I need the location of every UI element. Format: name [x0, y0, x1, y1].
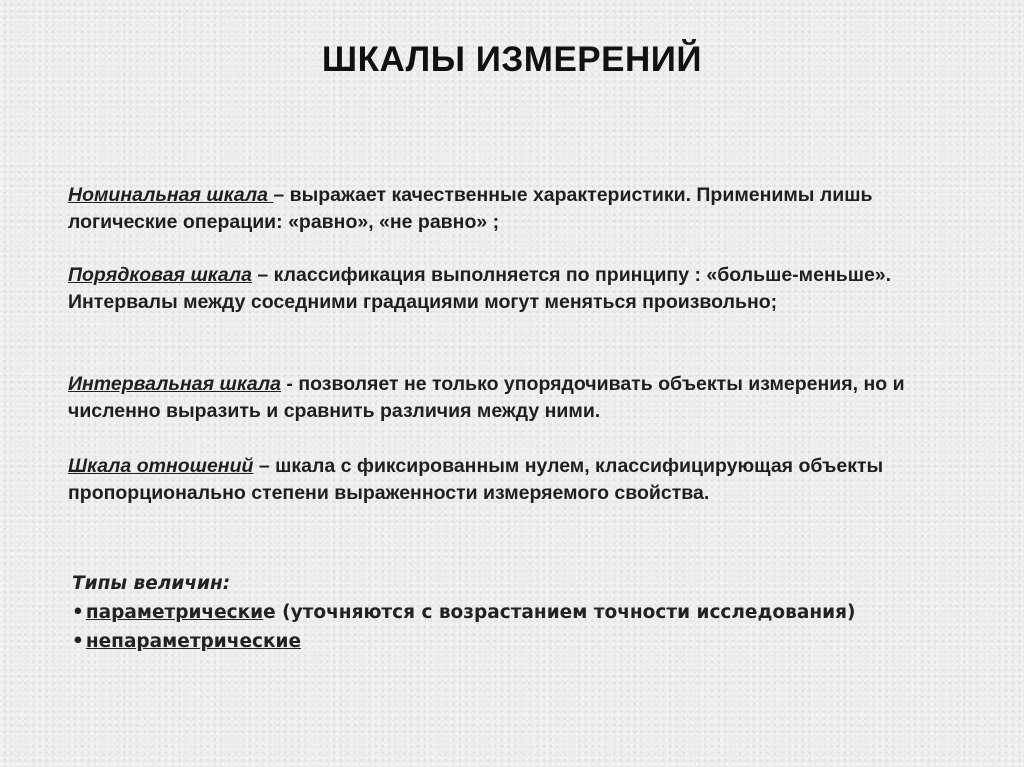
- value-type-item-nonparametric: [72, 627, 972, 656]
- ratio-scale-term: Шкала отношений: [68, 455, 254, 477]
- interval-scale-paragraph: [68, 371, 968, 425]
- interval-scale-description: позволяет не только упорядочивать объекты измерения, но и численно выразить и сравнить различия между ними.: [68, 373, 905, 422]
- value-type-item-parametric: [72, 598, 972, 627]
- nominal-scale-description: выражает качественные характеристики. Применимы лишь логические операции: «равно», «не равно» ;: [68, 184, 873, 233]
- nominal-scale-dash: –: [273, 184, 290, 206]
- interval-scale-dash: -: [281, 373, 299, 395]
- nominal-scale-paragraph: [68, 182, 968, 236]
- ordinal-scale-term: Порядковая шкала: [68, 264, 252, 286]
- ordinal-scale-dash: –: [251, 264, 274, 286]
- value-types-heading: Типы величин:: [72, 573, 231, 594]
- nominal-scale-term: Номинальная шкала: [68, 184, 274, 206]
- interval-scale-term: Интервальная шкала: [68, 373, 281, 395]
- bullet-icon: •: [72, 602, 84, 623]
- value-type-parametric-underlined: параметрически: [85, 602, 264, 623]
- slide-title: ШКАЛЫ ИЗМЕРЕНИЙ: [321, 40, 703, 79]
- value-types-section: [72, 569, 972, 656]
- ordinal-scale-paragraph: [68, 262, 968, 316]
- value-type-parametric-note: е (уточняются с возрастанием точности исследования): [263, 602, 856, 623]
- ratio-scale-description: шкала с фиксированным нулем, классифицирующая объекты пропорционально степени выраженности измеряемого свойства.: [68, 455, 884, 504]
- ordinal-scale-description: классификация выполняется по принципу : «больше-меньше». Интервалы между соседними градациями могут меняться произвольно;: [68, 264, 892, 313]
- ratio-scale-dash: –: [253, 455, 276, 477]
- value-type-nonparametric-underlined: непараметрические: [85, 631, 302, 652]
- bullet-icon: •: [72, 631, 84, 652]
- ratio-scale-paragraph: [68, 453, 968, 507]
